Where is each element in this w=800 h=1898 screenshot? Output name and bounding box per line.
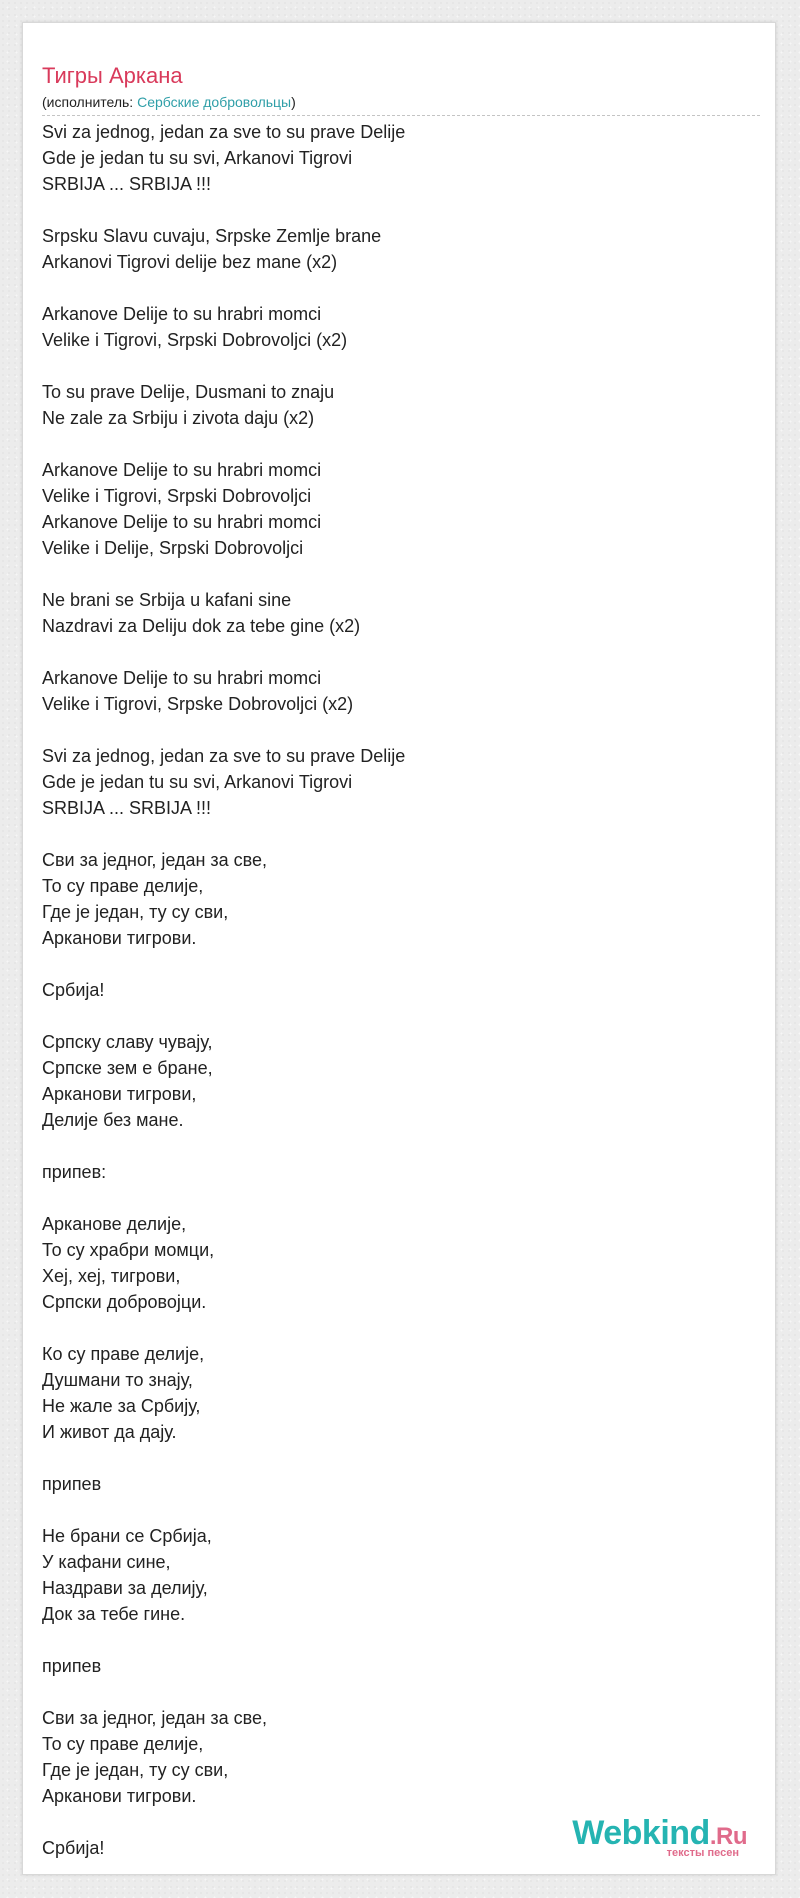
lyrics-card bbox=[22, 22, 776, 1875]
lyric-line: Svi za jednog, jedan za sve to su prave Delije bbox=[42, 122, 406, 142]
logo-brand: Webkind bbox=[572, 1814, 710, 1852]
lyric-blank-line bbox=[42, 1315, 742, 1341]
lyric-blank-line bbox=[42, 275, 742, 301]
lyric-line: припев: bbox=[42, 1162, 107, 1182]
lyric-line: Србија! bbox=[42, 1838, 105, 1858]
lyric-blank-line bbox=[42, 197, 742, 223]
lyric-line: Наздрави за делију, bbox=[42, 1578, 208, 1598]
lyric-line: Arkanove Delije to su hrabri momci bbox=[42, 304, 322, 324]
lyric-line: Arkanove Delije to su hrabri momci bbox=[42, 512, 322, 532]
lyric-blank-line bbox=[42, 1679, 742, 1705]
lyric-blank-line bbox=[42, 1185, 742, 1211]
lyric-line: Делије без мане. bbox=[42, 1110, 184, 1130]
lyrics-body bbox=[42, 119, 742, 1861]
lyric-line: SRBIJA ... SRBIJA !!! bbox=[42, 798, 212, 818]
song-header bbox=[42, 43, 760, 116]
lyric-blank-line bbox=[42, 951, 742, 977]
lyric-line: Србија! bbox=[42, 980, 105, 1000]
lyric-line: Хеј, хеј, тигрови, bbox=[42, 1266, 181, 1286]
lyric-line: То су праве делије, bbox=[42, 1734, 204, 1754]
lyric-line: Velike i Tigrovi, Srpske Dobrovoljci (x2) bbox=[42, 694, 354, 714]
lyric-blank-line bbox=[42, 353, 742, 379]
logo-tagline: тексты песен bbox=[666, 1847, 739, 1859]
lyric-line: Српске зем е бране, bbox=[42, 1058, 213, 1078]
lyric-line: припев bbox=[42, 1656, 102, 1676]
lyric-blank-line bbox=[42, 717, 742, 743]
lyric-line: Не брани се Србија, bbox=[42, 1526, 212, 1546]
lyric-line: И живот да дају. bbox=[42, 1422, 177, 1442]
lyric-line: Арканови тигрови, bbox=[42, 1084, 197, 1104]
artist-prefix: (исполнитель: bbox=[42, 94, 138, 110]
webkind-logo bbox=[547, 1814, 747, 1860]
lyric-line: Srpsku Slavu cuvaju, Srpske Zemlje brane bbox=[42, 226, 382, 246]
lyric-line: Velike i Tigrovi, Srpski Dobrovoljci (x2) bbox=[42, 330, 348, 350]
lyric-line: Док за тебе гине. bbox=[42, 1604, 186, 1624]
lyric-line: Gde je jedan tu su svi, Arkanovi Tigrovi bbox=[42, 772, 353, 792]
lyric-line: Арканови тигрови. bbox=[42, 1786, 197, 1806]
lyric-blank-line bbox=[42, 639, 742, 665]
lyric-line: Ne brani se Srbija u kafani sine bbox=[42, 590, 292, 610]
lyric-line: То су праве делије, bbox=[42, 876, 204, 896]
lyric-blank-line bbox=[42, 821, 742, 847]
song-title: Тигры Аркана bbox=[42, 63, 183, 88]
lyric-blank-line bbox=[42, 1133, 742, 1159]
lyric-line: Arkanove Delije to su hrabri momci bbox=[42, 668, 322, 688]
lyric-line: Nazdravi za Deliju dok za tebe gine (x2) bbox=[42, 616, 361, 636]
artist-line bbox=[42, 93, 296, 111]
lyric-line: SRBIJA ... SRBIJA !!! bbox=[42, 174, 212, 194]
lyric-line: Арканове делије, bbox=[42, 1214, 187, 1234]
logo-tld: .Ru bbox=[709, 1823, 747, 1850]
lyric-line: Арканови тигрови. bbox=[42, 928, 197, 948]
lyric-line: Где је један, ту су сви, bbox=[42, 1760, 229, 1780]
lyric-line: Velike i Delije, Srpski Dobrovoljci bbox=[42, 538, 304, 558]
lyric-line: Ко су праве делије, bbox=[42, 1344, 205, 1364]
lyric-line: To su prave Delije, Dusmani to znaju bbox=[42, 382, 335, 402]
lyric-line: Сви за једног, један за све, bbox=[42, 1708, 268, 1728]
lyric-line: Не жале за Србију, bbox=[42, 1396, 201, 1416]
lyric-line: Arkanovi Tigrovi delije bez mane (x2) bbox=[42, 252, 338, 272]
lyric-blank-line bbox=[42, 1445, 742, 1471]
lyric-line: Svi za jednog, jedan za sve to su prave Delije bbox=[42, 746, 406, 766]
lyric-line: Где је један, ту су сви, bbox=[42, 902, 229, 922]
lyric-blank-line bbox=[42, 561, 742, 587]
lyric-line: Душмани то знају, bbox=[42, 1370, 193, 1390]
lyric-line: Velike i Tigrovi, Srpski Dobrovoljci bbox=[42, 486, 312, 506]
lyric-line: припев bbox=[42, 1474, 102, 1494]
lyric-blank-line bbox=[42, 1627, 742, 1653]
lyric-line: Ne zale za Srbiju i zivota daju (x2) bbox=[42, 408, 315, 428]
lyric-blank-line bbox=[42, 1497, 742, 1523]
lyric-line: Српску славу чувају, bbox=[42, 1032, 213, 1052]
lyric-blank-line bbox=[42, 1003, 742, 1029]
artist-link[interactable]: Сербские добровольцы bbox=[137, 94, 292, 110]
lyric-line: Српски добровојци. bbox=[42, 1292, 207, 1312]
lyric-line: Arkanove Delije to su hrabri momci bbox=[42, 460, 322, 480]
lyric-line: Сви за једног, један за све, bbox=[42, 850, 268, 870]
lyric-line: У кафани сине, bbox=[42, 1552, 171, 1572]
artist-suffix: ) bbox=[291, 94, 296, 110]
lyric-line: Gde je jedan tu su svi, Arkanovi Tigrovi bbox=[42, 148, 353, 168]
lyric-line: То су храбри момци, bbox=[42, 1240, 215, 1260]
lyric-blank-line bbox=[42, 431, 742, 457]
